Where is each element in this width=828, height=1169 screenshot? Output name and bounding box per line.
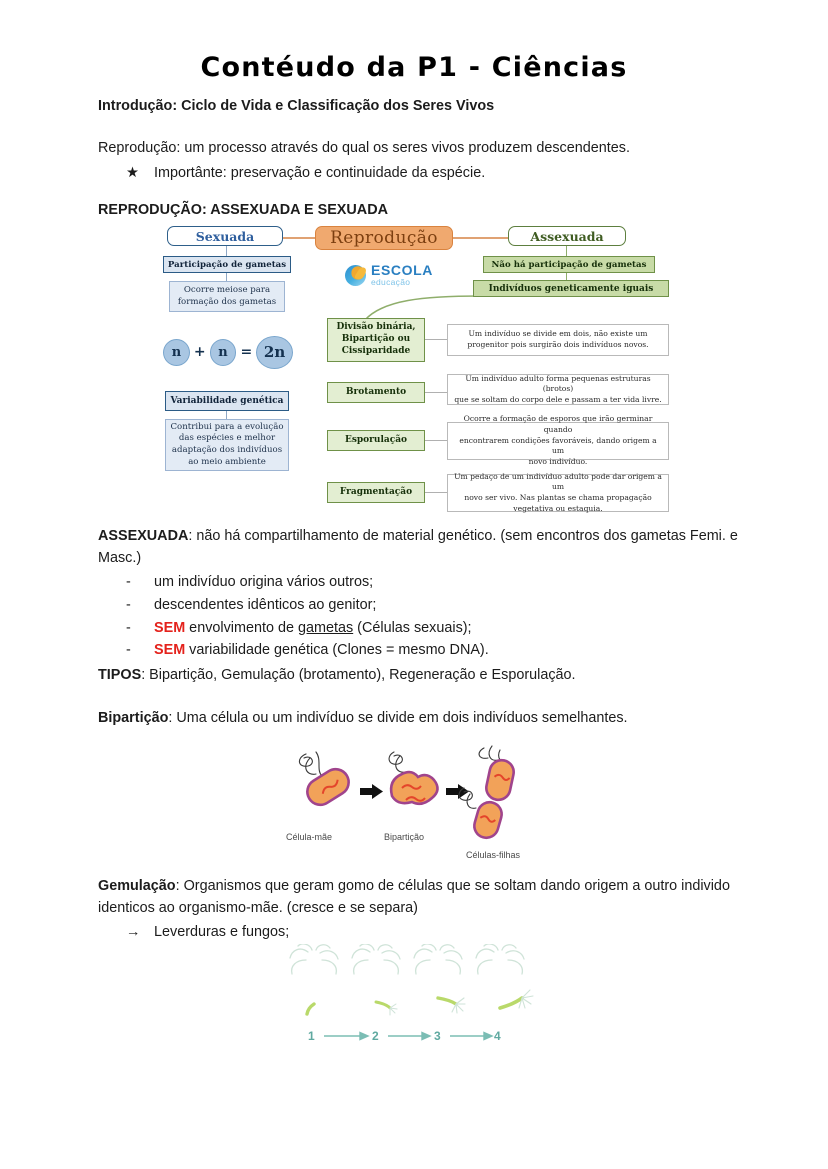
assexuada-bullet-list <box>98 571 738 662</box>
list-item-label: variabilidade genética (Clones = mesmo DNA). <box>185 642 489 659</box>
connector-assexuada-naoha <box>566 246 567 256</box>
node-contribui-line1: Contribui para a evolução <box>170 421 284 432</box>
escola-logo-name: ESCOLA <box>371 262 433 279</box>
desc-fragmentacao <box>447 471 669 513</box>
gemulacao-text: : Organismos que geram gomo de células que se soltam dando origem a outro individo identicos ao organismo-mãe. (cresce e se separa) <box>98 878 730 916</box>
escola-educacao-logo <box>345 260 467 290</box>
bacteria-division-svg <box>276 744 538 864</box>
desc-esporulacao-line2: encontrarem condições favoráveis, dando origem a um <box>459 435 657 456</box>
arrow-icon-1 <box>360 784 383 799</box>
node-fragmentacao-label: Fragmentação <box>339 486 413 497</box>
desc-fragmentacao-line3: vegetativa ou estaquia. <box>513 503 603 513</box>
desc-esporulacao-line1: Ocorre a formação de esporos que irão germinar quando <box>463 414 653 435</box>
desc-esporulacao-line3: novo indivíduo. <box>528 456 588 466</box>
gemulacao-bullet-list <box>98 921 738 944</box>
intro-paragraph-block <box>98 138 738 184</box>
escola-logo-tagline: educação <box>371 277 411 288</box>
biparticao-text: : Uma célula ou um indivíduo se divide em dois indivíduos semelhantes. <box>168 710 628 726</box>
formula-term-a: n <box>163 339 190 366</box>
connector-sexuada-gametas <box>226 246 227 256</box>
hydra-step-arrows <box>324 1033 492 1040</box>
dash-icon: - <box>126 642 131 659</box>
connector-center-assexuada <box>453 237 509 239</box>
assexuada-section <box>98 526 738 662</box>
list-item <box>126 571 738 594</box>
hydra-stage-1 <box>290 944 338 1016</box>
desc-fragmentacao-line1: Um pedaço de um indivíduo adulto pode dar origem a um <box>454 471 662 492</box>
caption-celula-mae: Célula-mãe <box>286 832 333 842</box>
list-item-label: Importânte: preservação e continuidade da espécie. <box>154 164 486 181</box>
node-ocorre-meiose-line2: formação dos gametas <box>177 296 277 307</box>
list-item <box>126 639 738 662</box>
connector-variabilidade-contribui <box>226 411 227 419</box>
hydra-stage-4 <box>476 944 533 1012</box>
list-item-label: descendentes idênticos ao genitor; <box>154 596 377 613</box>
dividing-cell <box>391 772 437 804</box>
biparticao-label: Bipartição <box>98 710 169 726</box>
star-icon: ★ <box>126 164 139 181</box>
reproducao-heading: REPRODUÇÃO: ASSEXUADA E SEXUADA <box>98 202 388 218</box>
dash-icon: - <box>126 574 131 591</box>
node-brotamento <box>327 382 425 403</box>
dash-icon: - <box>126 619 131 636</box>
connector-esporulacao-desc <box>425 440 447 441</box>
list-item-emphasis: SEM <box>154 642 186 659</box>
node-individuos-identicos: Indivíduos geneticamente iguais <box>473 280 669 297</box>
connector-naoha-identicos <box>566 273 567 280</box>
formula-operator-plus: + <box>193 344 206 360</box>
hydra-budding-svg <box>286 944 542 1052</box>
formula-operator-equals: = <box>240 344 253 360</box>
gemulacao-label: Gemulação <box>98 878 176 894</box>
node-ocorre-meiose <box>169 281 285 312</box>
tipos-text: : Bipartição, Gemulação (brotamento), Regeneração e Esporulação. <box>141 667 576 683</box>
page-title: Contéudo da P1 - Ciências <box>200 52 628 83</box>
node-reproducao-center: Reprodução <box>315 226 453 250</box>
formula-gametas <box>163 334 293 370</box>
desc-divisao-line1: Um indivíduo se divide em dois, não existe um <box>468 329 648 339</box>
reproducao-heading-block <box>98 200 738 222</box>
node-sexuada: Sexuada <box>167 226 283 246</box>
gemulacao-illustration <box>286 944 542 1052</box>
node-contribui-line3: adaptação dos indivíduos <box>171 445 283 455</box>
formula-term-b: n <box>210 339 237 366</box>
list-item-post: (Células sexuais); <box>353 619 472 636</box>
hydra-step-4: 4 <box>494 1029 501 1043</box>
daughter-cell-1 <box>484 758 516 802</box>
connector-center-sexuada <box>283 237 316 239</box>
globe-icon <box>345 265 366 286</box>
node-brotamento-label: Brotamento <box>345 386 407 397</box>
node-ocorre-meiose-line1: Ocorre meiose para <box>183 285 271 296</box>
node-esporulacao-label: Esporulação <box>344 434 408 445</box>
tipos-section <box>98 665 738 687</box>
escola-logo-words <box>371 263 433 287</box>
list-item <box>126 162 738 185</box>
hydra-stage-2 <box>352 944 400 1016</box>
list-item <box>126 594 738 617</box>
intro-bullet-list <box>98 162 738 185</box>
gemulacao-section <box>98 876 738 944</box>
list-item <box>126 921 738 944</box>
node-contribui-evolucao <box>165 419 289 471</box>
reproducao-mindmap-diagram <box>163 226 679 513</box>
node-divisao-line2: Bipartição ou <box>341 334 411 345</box>
biparticao-section <box>98 708 738 730</box>
node-contribui-line4: ao meio ambiente <box>188 456 266 467</box>
assexuada-label: ASSEXUADA <box>98 528 189 544</box>
formula-result: 2n <box>256 336 293 369</box>
node-variabilidade-genetica: Variabilidade genética <box>165 391 289 411</box>
dash-icon: - <box>126 596 131 613</box>
list-item-label: um indivíduo origina vários outros; <box>154 574 374 591</box>
node-divisao-binaria <box>327 318 425 362</box>
intro-heading-block <box>98 96 738 118</box>
node-esporulacao <box>327 430 425 451</box>
node-nao-ha-gametas: Não há participação de gametas <box>483 256 655 273</box>
desc-fragmentacao-line2: novo ser vivo. Nas plantas se chama propagação <box>464 493 652 502</box>
caption-celulas-filhas: Células-filhas <box>466 850 521 860</box>
tipos-label: TIPOS <box>98 667 142 683</box>
gemulacao-paragraph <box>98 876 738 919</box>
connector-brotamento-desc <box>425 392 447 393</box>
connector-gametas-meiose <box>226 273 227 281</box>
arrow-right-icon: → <box>126 924 141 941</box>
desc-brotamento <box>447 374 669 405</box>
hydra-stage-3 <box>414 944 465 1016</box>
biparticao-illustration <box>276 744 538 864</box>
connector-divisao-desc <box>425 339 447 340</box>
node-contribui-line2: das espécies e melhor <box>178 433 276 444</box>
assexuada-paragraph <box>98 526 738 569</box>
list-item <box>126 617 738 640</box>
intro-heading: Introdução: Ciclo de Vida e Classificação dos Seres Vivos <box>98 98 495 114</box>
node-divisao-line1: Divisão binária, <box>336 322 416 333</box>
list-item-underlined: gametas <box>297 619 354 636</box>
node-fragmentacao <box>327 482 425 503</box>
hydra-step-2: 2 <box>372 1029 379 1043</box>
node-assexuada: Assexuada <box>508 226 626 246</box>
desc-brotamento-line1: Um indivíduo adulto forma pequenas estruturas (brotos) <box>465 373 651 394</box>
hydra-step-1: 1 <box>308 1029 315 1043</box>
caption-biparticao: Bipartição <box>384 832 425 842</box>
desc-brotamento-line2: que se soltam do corpo dele e passam a ter vida livre. <box>454 394 662 404</box>
desc-divisao-line2: progenitor pois surgirão dois indivíduos novos. <box>467 340 649 349</box>
connector-fragmentacao-desc <box>425 492 447 493</box>
node-divisao-line3: Cissiparidade <box>341 345 411 356</box>
desc-esporulacao <box>447 414 669 466</box>
hydra-step-3: 3 <box>434 1029 441 1043</box>
list-item-label: Leverduras e fungos; <box>154 924 290 941</box>
assexuada-text: : não há compartilhamento de material genético. (sem encontros dos gametas Femi. e Masc.) <box>98 528 738 566</box>
desc-divisao-binaria <box>447 324 669 356</box>
node-participacao-gametas: Participação de gametas <box>163 256 291 273</box>
list-item-emphasis: SEM <box>154 619 186 636</box>
daughter-cell-2 <box>472 799 505 840</box>
intro-paragraph: Reprodução: um processo através do qual os seres vivos produzem descendentes. <box>98 140 630 156</box>
mother-cell <box>302 764 353 809</box>
list-item-label: envolvimento de <box>185 619 298 636</box>
